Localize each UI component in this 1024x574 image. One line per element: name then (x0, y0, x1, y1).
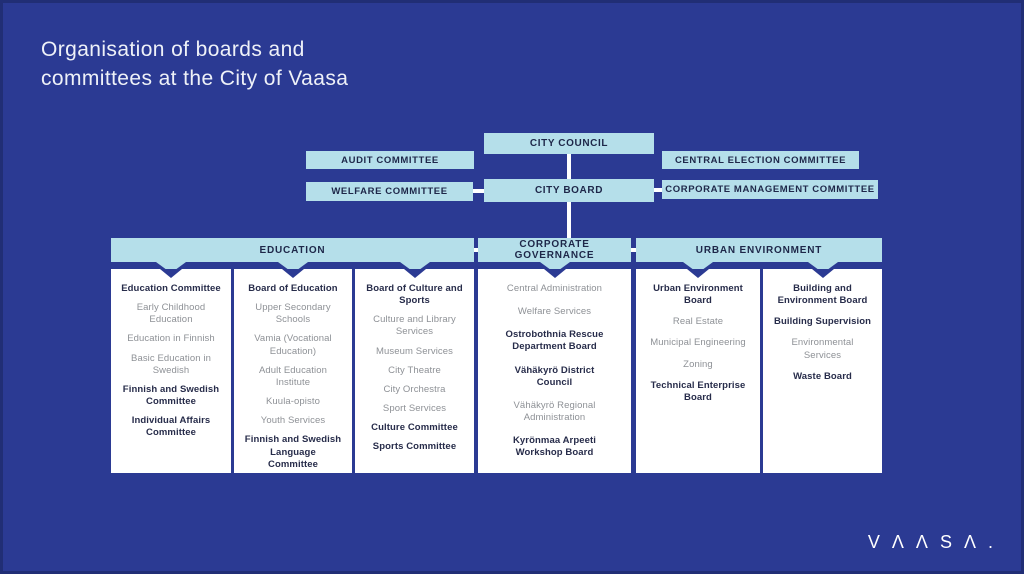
connector-council-board (567, 154, 571, 180)
org-item: Kyrönmaa Arpeeti Workshop Board (512, 435, 597, 459)
column-urban-environment-board (636, 269, 760, 473)
down-arrow-tip-icon (282, 269, 304, 278)
down-arrow-tip-icon (812, 269, 834, 278)
org-item: Education Committee (121, 283, 221, 294)
box-audit-committee: AUDIT COMMITTEE (306, 151, 474, 169)
org-item: Upper Secondary Schools (255, 302, 331, 326)
section-header-urban-environment: URBAN ENVIRONMENT (636, 238, 882, 262)
page-title-line2: committees at the City of Vaasa (41, 66, 349, 90)
column-culture-and-sports (355, 269, 474, 473)
org-item: Municipal Engineering (650, 337, 746, 349)
box-city-council: CITY COUNCIL (484, 133, 654, 154)
org-item: Welfare Services (517, 306, 592, 318)
box-central-election-committee: CENTRAL ELECTION COMMITTEE (662, 151, 859, 169)
org-item: City Theatre (388, 364, 441, 376)
org-item: Individual Affairs Committee (131, 415, 211, 439)
column-corporate-governance (478, 269, 631, 473)
org-item: Youth Services (260, 415, 326, 427)
org-item: Urban Environment Board (653, 283, 743, 307)
column-education-committee (111, 269, 231, 473)
org-item: Board of Education (248, 283, 338, 294)
box-corporate-management-committee: CORPORATE MANAGEMENT COMMITTEE (662, 180, 878, 199)
org-item: Finnish and Swedish Language Committee (244, 434, 342, 470)
org-item: Technical Enterprise Board (650, 379, 746, 403)
org-item: Sports Committee (372, 441, 457, 453)
down-arrow-tip-icon (544, 269, 566, 278)
org-item: Museum Services (376, 345, 453, 357)
org-item: Environmental Services (791, 337, 854, 361)
section-header-education: EDUCATION (111, 238, 474, 262)
box-welfare-committee: WELFARE COMMITTEE (306, 182, 473, 201)
org-item: Waste Board (793, 370, 852, 382)
org-item: Basic Education in Swedish (131, 352, 211, 376)
org-item: Finnish and Swedish Committee (122, 383, 220, 408)
org-item: Ostrobothnia Rescue Department Board (505, 329, 604, 353)
column-board-of-education (234, 269, 352, 473)
column-building-environment-board (763, 269, 882, 473)
org-item: Education in Finnish (127, 333, 215, 345)
org-item: Vähäkyrö Regional Administration (513, 399, 596, 424)
org-item: Building Supervision (774, 316, 872, 328)
org-item: Early Childhood Education (136, 302, 206, 326)
connector-board-governance (567, 201, 571, 239)
org-item: Vamia (Vocational Education) (254, 333, 332, 357)
page-title-line1: Organisation of boards and (41, 38, 305, 61)
down-arrow-tip-icon (160, 269, 182, 278)
org-item: Building and Environment Board (777, 283, 868, 307)
page-title (41, 36, 348, 94)
org-item: Real Estate (672, 316, 724, 328)
org-item: Adult Education Institute (258, 364, 328, 388)
org-item: City Orchestra (383, 383, 446, 395)
section-header-corporate-governance: CORPORATE GOVERNANCE (478, 238, 631, 262)
org-item: Culture Committee (371, 422, 458, 434)
org-item: Kuula-opisto (265, 396, 320, 408)
down-arrow-tip-icon (404, 269, 426, 278)
org-item: Vähäkyrö District Council (514, 364, 595, 388)
org-item: Central Administration (506, 283, 603, 294)
org-item: Sport Services (382, 403, 447, 415)
down-arrow-tip-icon (687, 269, 709, 278)
org-item: Culture and Library Services (373, 314, 456, 338)
vaasa-logo: VΛΛSΛ. (867, 532, 1005, 552)
box-city-board: CITY BOARD (484, 179, 654, 202)
org-item: Board of Culture and Sports (366, 283, 463, 307)
org-item: Zoning (683, 358, 713, 370)
